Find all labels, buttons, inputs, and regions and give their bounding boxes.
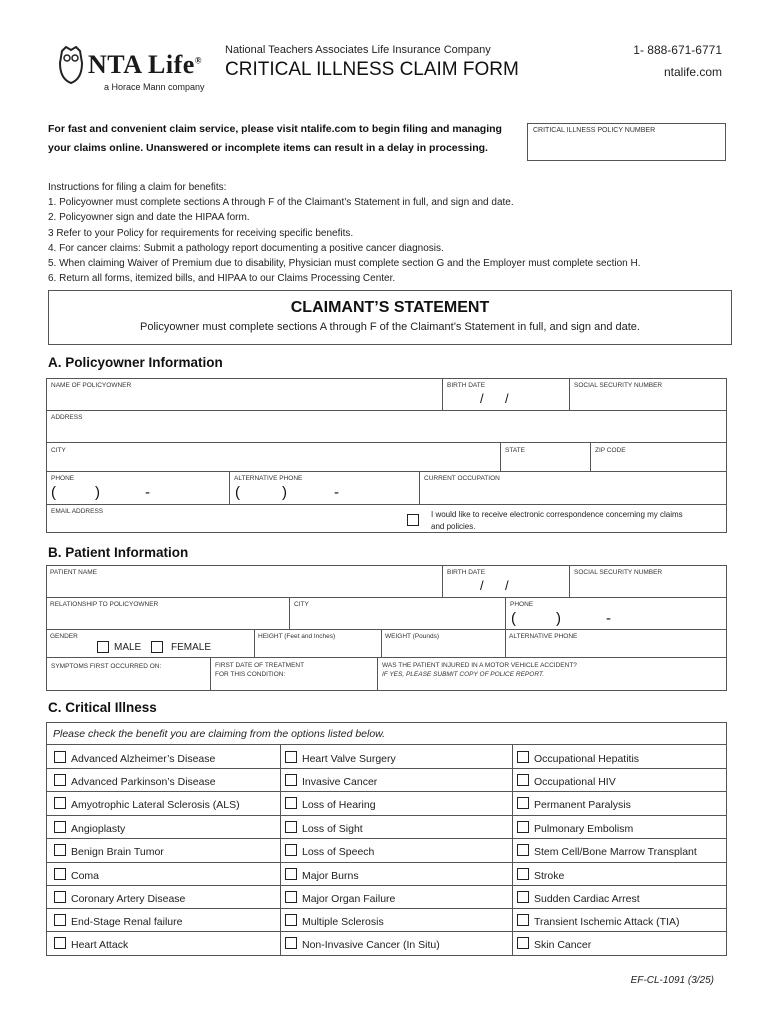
checkbox-icon[interactable] (54, 868, 66, 880)
critical-illness-instruction: Please check the benefit you are claiming from the options listed below. (47, 723, 726, 745)
patient-phone-field[interactable]: PHONE ( ) - (506, 598, 726, 630)
instruction-item: 1. Policyowner must complete sections A through F of the Claimant’s Statement in full, and sign and date. (48, 197, 514, 209)
illness-end-stage-renal-failure[interactable]: End-Stage Renal failure (54, 914, 183, 928)
section-b-heading: B. Patient Information (48, 545, 189, 560)
symptoms-date-field[interactable]: SYMPTOMS FIRST OCCURRED ON: (47, 658, 211, 690)
illness-sudden-cardiac-arrest[interactable]: Sudden Cardiac Arrest (517, 891, 640, 905)
intro-text: For fast and convenient claim service, please visit ntalife.com to begin filing and managing your claims online. Unanswered or incomplete items can result in a delay in processing. (48, 123, 502, 154)
owl-logo-icon (58, 45, 84, 85)
gender-female-checkbox[interactable] (151, 641, 163, 653)
checkbox-icon[interactable] (54, 821, 66, 833)
illness-permanent-paralysis[interactable]: Permanent Paralysis (517, 797, 631, 811)
instructions (48, 180, 640, 286)
instruction-item: 2. Policyowner sign and date the HIPAA form. (48, 212, 250, 224)
checkbox-icon[interactable] (517, 868, 529, 880)
patient-birthdate-field[interactable]: BIRTH DATE / / (443, 566, 570, 598)
claimant-title: CLAIMANT’S STATEMENT (290, 299, 490, 316)
checkbox-icon[interactable] (285, 914, 297, 926)
illness-pulmonary-embolism[interactable]: Pulmonary Embolism (517, 821, 633, 835)
policy-number-label: CRITICAL ILLNESS POLICY NUMBER (533, 127, 656, 134)
illness-multiple-sclerosis[interactable]: Multiple Sclerosis (285, 914, 384, 928)
patient-info-grid (46, 565, 727, 691)
checkbox-icon[interactable] (54, 937, 66, 949)
claimant-subtitle: Policyowner must complete sections A through F of the Claimant’s Statement in full, and sign and date. (140, 321, 640, 333)
illness-tia[interactable]: Transient Ischemic Attack (TIA) (517, 914, 679, 928)
illness-heart-attack[interactable]: Heart Attack (54, 937, 128, 951)
policyowner-occupation-field[interactable]: CURRENT OCCUPATION (420, 472, 726, 505)
checkbox-icon[interactable] (285, 891, 297, 903)
checkbox-icon[interactable] (54, 774, 66, 786)
policyowner-alt-phone-field[interactable]: ALTERNATIVE PHONE ( ) - (230, 472, 420, 505)
illness-major-organ-failure[interactable]: Major Organ Failure (285, 891, 395, 905)
instruction-item: 6. Return all forms, itemized bills, and HIPAA to our Claims Processing Center. (48, 273, 396, 285)
gender-female-label: FEMALE (171, 642, 212, 653)
illness-occupational-hiv[interactable]: Occupational HIV (517, 774, 616, 788)
illness-stem-cell-transplant[interactable]: Stem Cell/Bone Marrow Transplant (517, 844, 697, 858)
policyowner-phone-field[interactable]: PHONE ( ) - (47, 472, 230, 505)
logo-subtitle: a Horace Mann company (104, 82, 205, 92)
illness-angioplasty[interactable]: Angioplasty (54, 821, 125, 835)
illness-stroke[interactable]: Stroke (517, 868, 564, 882)
instructions-heading: Instructions for filing a claim for benefits: (48, 182, 227, 193)
checkbox-icon[interactable] (517, 751, 529, 763)
policyowner-zip-field[interactable]: ZIP CODE (591, 443, 726, 472)
illness-als[interactable]: Amyotrophic Lateral Sclerosis (ALS) (54, 797, 240, 811)
checkbox-icon[interactable] (285, 797, 297, 809)
policyowner-ssn-field[interactable]: SOCIAL SECURITY NUMBER (570, 379, 726, 411)
checkbox-icon[interactable] (517, 821, 529, 833)
illness-benign-brain-tumor[interactable]: Benign Brain Tumor (54, 844, 164, 858)
policy-number-field[interactable] (527, 123, 726, 161)
checkbox-icon[interactable] (285, 844, 297, 856)
patient-height-field[interactable]: HEIGHT (Feet and Inches) (255, 630, 382, 658)
checkbox-icon[interactable] (54, 914, 66, 926)
checkbox-icon[interactable] (285, 774, 297, 786)
illness-major-burns[interactable]: Major Burns (285, 868, 359, 882)
illness-coma[interactable]: Coma (54, 868, 99, 882)
checkbox-icon[interactable] (285, 868, 297, 880)
illness-occupational-hepatitis[interactable]: Occupational Hepatitis (517, 751, 639, 765)
policyowner-name-field[interactable]: NAME OF POLICYOWNER (47, 379, 443, 411)
checkbox-icon[interactable] (54, 797, 66, 809)
checkbox-icon[interactable] (285, 937, 297, 949)
gender-male-checkbox[interactable] (97, 641, 109, 653)
policyowner-birthdate-field[interactable]: BIRTH DATE / / (443, 379, 570, 411)
illness-loss-of-sight[interactable]: Loss of Sight (285, 821, 363, 835)
checkbox-icon[interactable] (517, 937, 529, 949)
motor-vehicle-accident-field[interactable]: WAS THE PATIENT INJURED IN A MOTOR VEHICLE ACCIDENT? IF YES, PLEASE SUBMIT COPY OF POLICE REPORT. (382, 662, 577, 678)
claimant-statement-box (48, 290, 732, 345)
checkbox-icon[interactable] (54, 844, 66, 856)
checkbox-icon[interactable] (285, 821, 297, 833)
illness-loss-of-speech[interactable]: Loss of Speech (285, 844, 374, 858)
patient-gender-field: GENDER MALE FEMALE (47, 630, 255, 658)
page-title: CRITICAL ILLNESS CLAIM FORM (225, 59, 519, 80)
policyowner-address-field[interactable]: ADDRESS (47, 411, 726, 443)
website-link[interactable]: ntalife.com (663, 65, 722, 79)
illness-advanced-alzheimers[interactable]: Advanced Alzheimer’s Disease (54, 751, 215, 765)
policyowner-email-field[interactable]: EMAIL ADDRESS I would like to receive electronic correspondence concerning my claims and policies. (51, 508, 683, 531)
checkbox-icon[interactable] (285, 751, 297, 763)
instruction-item: 4. For cancer claims: Submit a pathology report documenting a positive cancer diagnosis. (48, 242, 444, 254)
section-c-heading: C. Critical Illness (48, 700, 157, 715)
first-treatment-date-field[interactable]: FIRST DATE OF TREATMENT FOR THIS CONDITION: (211, 658, 378, 690)
instruction-item: 5. When claiming Waiver of Premium due to disability, Physician must complete section G and the Employer must complete section H. (48, 258, 641, 270)
checkbox-icon[interactable] (54, 891, 66, 903)
checkbox-icon[interactable] (517, 891, 529, 903)
illness-skin-cancer[interactable]: Skin Cancer (517, 937, 591, 951)
electronic-correspondence-label: I would like to receive electronic correspondence concerning my claims and policies. (431, 510, 683, 531)
patient-relationship-field[interactable]: RELATIONSHIP TO POLICYOWNER (47, 598, 290, 630)
patient-alt-phone-field[interactable]: ALTERNATIVE PHONE (506, 630, 726, 658)
illness-heart-valve-surgery[interactable]: Heart Valve Surgery (285, 751, 396, 765)
illness-advanced-parkinsons[interactable]: Advanced Parkinson’s Disease (54, 774, 216, 788)
checkbox-icon[interactable] (517, 774, 529, 786)
patient-city-field[interactable]: CITY (290, 598, 506, 630)
illness-invasive-cancer[interactable]: Invasive Cancer (285, 774, 377, 788)
policyowner-city-field[interactable]: CITY (47, 443, 501, 472)
gender-male-label: MALE (114, 642, 142, 653)
critical-illness-grid (46, 722, 727, 956)
illness-non-invasive-cancer[interactable]: Non-Invasive Cancer (In Situ) (285, 937, 440, 951)
logo-wordmark: NTA Life® (88, 50, 203, 79)
instruction-item: 3 Refer to your Policy for requirements for receiving specific benefits. (48, 227, 354, 239)
electronic-correspondence-checkbox[interactable] (407, 514, 419, 526)
form-code: EF-CL-1091 (3/25) (630, 975, 714, 986)
checkbox-icon[interactable] (517, 844, 529, 856)
patient-weight-field[interactable]: WEIGHT (Pounds) (382, 630, 506, 658)
policyowner-state-field[interactable]: STATE (501, 443, 591, 472)
patient-name-field[interactable]: PATIENT NAME (47, 566, 443, 598)
patient-ssn-field[interactable]: SOCIAL SECURITY NUMBER (570, 566, 726, 598)
checkbox-icon[interactable] (517, 797, 529, 809)
illness-loss-of-hearing[interactable]: Loss of Hearing (285, 797, 376, 811)
illness-coronary-artery-disease[interactable]: Coronary Artery Disease (54, 891, 185, 905)
section-a-heading: A. Policyowner Information (48, 355, 223, 370)
checkbox-icon[interactable] (517, 914, 529, 926)
contact-phone: 1- 888-671-6771 (633, 43, 722, 57)
company-name: National Teachers Associates Life Insurance Company (225, 44, 491, 56)
policyowner-info-grid (46, 378, 727, 533)
checkbox-icon[interactable] (54, 751, 66, 763)
